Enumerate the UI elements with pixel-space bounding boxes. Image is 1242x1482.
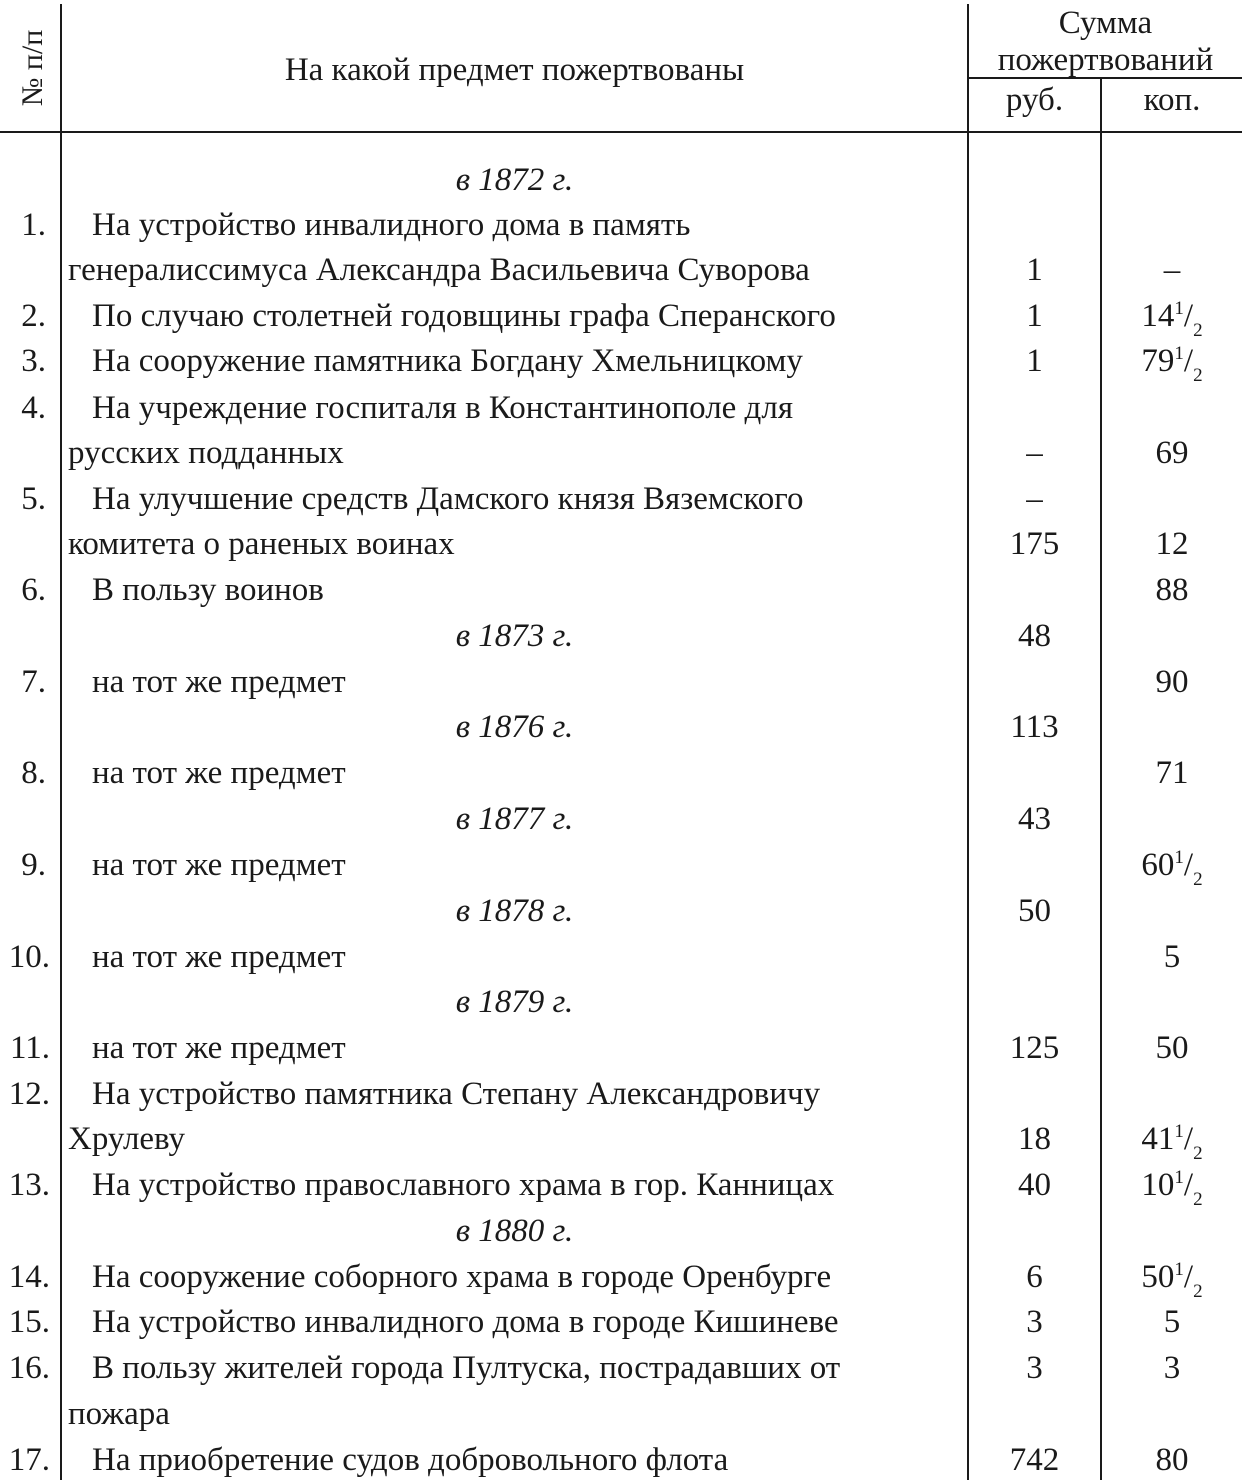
- row-13-rub: 40: [1018, 1167, 1051, 1203]
- row-1-num: 1.: [21, 207, 46, 243]
- row-10-num: 10.: [8, 939, 50, 975]
- row-10-text-line1: на тот же предмет: [92, 939, 346, 975]
- year-heading-1876: в 1876 г.: [455, 709, 574, 745]
- row-12-kop: $41^1/_2$: [1141, 1121, 1203, 1164]
- row-11-num: 11.: [9, 1030, 50, 1066]
- row-13-num: 13.: [8, 1167, 50, 1203]
- row-2-rub: 1: [1026, 298, 1043, 334]
- row-13-kop-frac-num: 1: [1174, 1167, 1184, 1188]
- row-7-rub: 113: [1010, 709, 1059, 745]
- row-6-kop: 88: [1155, 572, 1189, 608]
- row-9-num: 9.: [21, 847, 46, 883]
- row-1-kop: –: [1163, 252, 1181, 288]
- header-rub: руб.: [1005, 82, 1064, 118]
- row-12-text-line2: Хрулеву: [68, 1121, 186, 1157]
- year-heading-1880: в 1880 г.: [455, 1213, 574, 1249]
- row-5-rub: 175: [1009, 526, 1060, 562]
- row-6-text-line1: В пользу воинов: [92, 572, 324, 608]
- row-13-text-line1: На устройство православного храма в гор. Канницах: [92, 1167, 835, 1203]
- row-4-text-line2: русских подданных: [68, 435, 344, 471]
- row-8-text-line1: на тот же предмет: [92, 755, 346, 791]
- row-11-rub: 125: [1009, 1030, 1060, 1066]
- row-14-kop: $50^1/_2$: [1141, 1259, 1203, 1302]
- row-9-kop-whole: 60: [1141, 847, 1175, 883]
- row-3-rub: 1: [1026, 343, 1043, 379]
- row-8-rub: 43: [1018, 801, 1051, 837]
- row-2-kop-frac-num: 1: [1174, 298, 1184, 319]
- row-2-text-line1: По случаю столетней годовщины графа Сперанского: [92, 298, 836, 334]
- row-16-num: 16.: [8, 1350, 50, 1386]
- row-11-text-line1: на тот же предмет: [92, 1030, 346, 1066]
- row-16-rub: 3: [1026, 1350, 1043, 1386]
- row-12-kop-frac-num: 1: [1174, 1121, 1184, 1142]
- year-heading-1872: в 1872 г.: [455, 162, 574, 198]
- row-9-kop-frac-den: 2: [1193, 869, 1203, 890]
- row-1-rub: 1: [1026, 252, 1043, 288]
- row-2-num: 2.: [21, 298, 46, 334]
- row-17-text-line1: На приобретение судов добровольного флота: [92, 1442, 729, 1478]
- row-14-kop-frac-num: 1: [1174, 1259, 1184, 1280]
- header-kop: коп.: [1143, 82, 1201, 118]
- row-11-kop: 50: [1155, 1030, 1189, 1066]
- row-16-text-line2: пожара: [68, 1396, 170, 1432]
- year-heading-1873: в 1873 г.: [455, 618, 574, 654]
- row-13-kop: $10^1/_2$: [1141, 1167, 1203, 1210]
- header-sum-line2: пожертвований: [997, 42, 1214, 78]
- row-15-num: 15.: [8, 1304, 50, 1340]
- row-9-kop-frac-num: 1: [1174, 847, 1184, 868]
- row-14-num: 14.: [8, 1259, 50, 1295]
- row-5-text-line2: комитета о раненых воинах: [68, 526, 455, 562]
- row-2-kop-whole: 14: [1141, 298, 1175, 334]
- row-14-kop-frac-den: 2: [1193, 1281, 1203, 1302]
- row-12-text-line1: На устройство памятника Степану Александровичу: [92, 1076, 821, 1112]
- row-4-text-line1: На учреждение госпиталя в Константинополе для: [92, 390, 793, 426]
- row-16-kop: 3: [1163, 1350, 1181, 1386]
- row-3-kop-whole: 79: [1141, 343, 1175, 379]
- year-heading-1878: в 1878 г.: [455, 893, 574, 929]
- row-4-kop: 69: [1155, 435, 1189, 471]
- row-15-rub: 3: [1026, 1304, 1043, 1340]
- header-sum-line1: Сумма: [1058, 5, 1153, 41]
- row-12-kop-frac-den: 2: [1193, 1143, 1203, 1164]
- row-3-kop: $79^1/_2$: [1141, 343, 1203, 386]
- row-2-kop: $14^1/_2$: [1141, 298, 1203, 341]
- row-3-text-line1: На сооружение памятника Богдану Хмельницкому: [92, 343, 803, 379]
- row-9-kop: $60^1/_2$: [1141, 847, 1203, 890]
- header-subject: На какой предмет пожертвованы: [284, 52, 745, 88]
- row-5-num: 5.: [21, 481, 46, 517]
- header-bottom-rule: [0, 131, 1242, 133]
- row-5-rub-dash: –: [1026, 481, 1043, 517]
- row-10-kop: 5: [1163, 939, 1181, 975]
- row-13-kop-whole: 10: [1141, 1167, 1175, 1203]
- row-8-kop: 71: [1155, 755, 1189, 791]
- row-1-text-line1: На устройство инвалидного дома в память: [92, 207, 691, 243]
- row-8-num: 8.: [21, 755, 46, 791]
- header-num: № п/п: [16, 29, 49, 107]
- row-12-kop-whole: 41: [1141, 1121, 1175, 1157]
- row-14-kop-whole: 50: [1141, 1259, 1175, 1295]
- row-6-rub: 48: [1018, 618, 1051, 654]
- row-9-rub: 50: [1018, 893, 1051, 929]
- row-15-text-line1: На устройство инвалидного дома в городе Кишиневе: [92, 1304, 839, 1340]
- row-17-num: 17.: [8, 1442, 50, 1478]
- row-16-text-line1: В пользу жителей города Пултуска, пострадавших от: [92, 1350, 841, 1386]
- row-5-text-line1: На улучшение средств Дамского князя Вяземского: [92, 481, 804, 517]
- row-14-text-line1: На сооружение соборного храма в городе Оренбурге: [92, 1259, 832, 1295]
- row-9-text-line1: на тот же предмет: [92, 847, 346, 883]
- row-7-text-line1: на тот же предмет: [92, 664, 346, 700]
- row-1-text-line2: генералиссимуса Александра Васильевича Суворова: [68, 252, 810, 288]
- row-15-kop: 5: [1163, 1304, 1181, 1340]
- row-4-rub: –: [1026, 435, 1043, 471]
- row-13-kop-frac-den: 2: [1193, 1189, 1203, 1210]
- year-heading-1877: в 1877 г.: [455, 801, 574, 837]
- row-17-rub: 742: [1009, 1442, 1060, 1478]
- row-3-kop-frac-num: 1: [1174, 343, 1184, 364]
- row-3-num: 3.: [21, 343, 46, 379]
- row-2-kop-frac-den: 2: [1193, 320, 1203, 341]
- row-7-kop: 90: [1155, 664, 1189, 700]
- row-12-rub: 18: [1018, 1121, 1051, 1157]
- row-17-kop: 80: [1155, 1442, 1189, 1478]
- row-14-rub: 6: [1026, 1259, 1043, 1295]
- row-7-num: 7.: [21, 664, 46, 700]
- row-5-kop: 12: [1155, 526, 1189, 562]
- year-heading-1879: в 1879 г.: [455, 984, 574, 1020]
- row-12-num: 12.: [8, 1076, 50, 1112]
- row-4-num: 4.: [21, 390, 46, 426]
- row-6-num: 6.: [21, 572, 46, 608]
- row-3-kop-frac-den: 2: [1193, 365, 1203, 386]
